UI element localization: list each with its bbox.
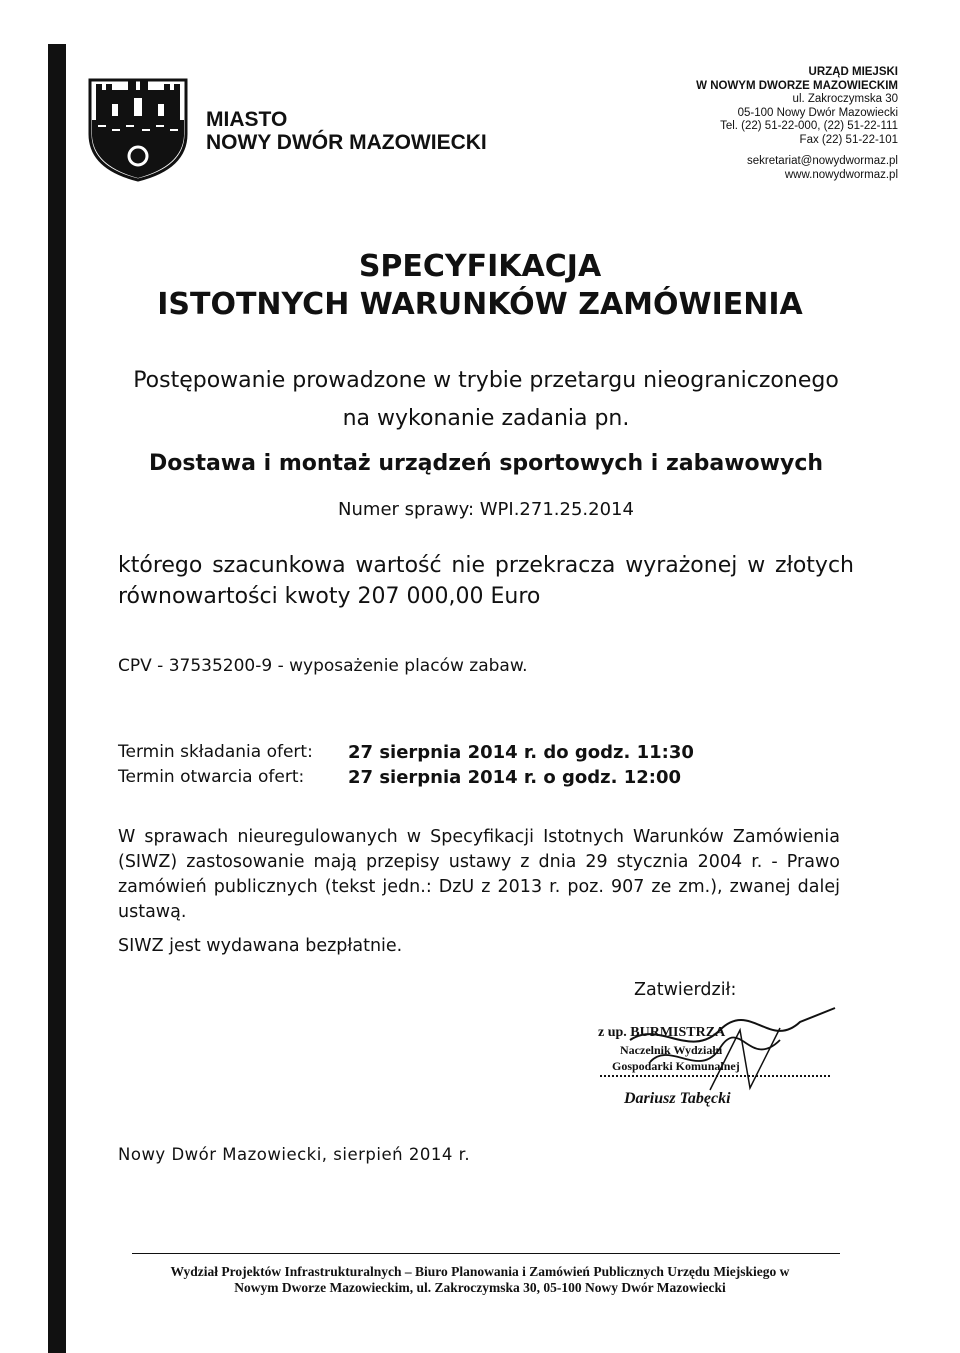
regulations-paragraph: W sprawach nieuregulowanych w Specyfikacji Istotnych Warunków Zamówienia (SIWZ) zastosowanie mają przepisy ustawy z dnia 29 stycznia 2004 r. - Prawo zamówień publicznych (tekst jedn.: DzU z 2013 r. poz. 907 ze zm.), zwanej dalej ustawą. [118,827,840,922]
city-name [206,108,487,154]
office-name-line-2: W NOWYM DWORZE MAZOWIECKIM [696,79,898,92]
estimated-value-text: którego szacunkowa wartość nie przekracza wyrażonej w złotych równowartości kwoty 207 000,00 Euro [118,553,854,609]
title-line-2: ISTOTNYCH WARUNKÓW ZAMÓWIENIA [157,287,803,322]
footer-line-1: Wydział Projektów Infrastrukturalnych – Biuro Planowania i Zamówień Publicznych Urzędu Miejskiego w [170,1264,790,1279]
address-city: 05-100 Nowy Dwór Mazowiecki [737,106,898,119]
submission-label: Termin składania ofert: [118,742,313,762]
stamp-line-1: z up. BURMISTRZA [598,1025,726,1040]
deadlines-table [118,740,694,790]
contract-subject: Dostawa i montaż urządzeń sportowych i zabawowych [148,451,824,476]
opening-deadline-row [118,765,694,790]
coat-of-arms-icon [88,76,188,182]
footer-divider [132,1253,840,1254]
city-line-2: NOWY DWÓR MAZOWIECKI [206,131,487,154]
opening-value: 27 sierpnia 2014 r. o godz. 12:00 [348,767,681,788]
margin-bar [48,44,66,1353]
intro-line-2: na wykonanie zadania pn. [342,406,630,431]
email-address: sekretariat@nowydwormaz.pl [746,155,898,167]
intro-line-1: Postępowanie prowadzone w trybie przetargu nieograniczonego [133,368,839,393]
website-address: www.nowydwormaz.pl [784,168,898,181]
stamp-line-2: Naczelnik Wydziału [620,1043,723,1057]
place-and-date: Nowy Dwór Mazowiecki, sierpień 2014 r. [118,1145,471,1164]
opening-label: Termin otwarcia ofert: [118,767,305,787]
signature-line [600,1065,830,1077]
case-number: Numer sprawy: WPI.271.25.2014 [338,499,634,520]
title-line-1: SPECYFIKACJA [358,249,602,284]
procedure-intro [60,362,912,438]
city-line-1: MIASTO [206,108,288,131]
office-address-block [696,66,898,182]
free-of-charge-note: SIWZ jest wydawana bezpłatnie. [118,936,403,956]
cpv-code: CPV - 37535200-9 - wyposażenie placów zabaw. [118,656,528,676]
submission-value: 27 sierpnia 2014 r. do godz. 11:30 [348,742,694,763]
footer-line-2: Nowym Dworze Mazowieckim, ul. Zakroczymska 30, 05-100 Nowy Dwór Mazowiecki [234,1280,726,1295]
fax-number: Fax (22) 51-22-101 [799,133,898,146]
phone-numbers: Tel. (22) 51-22-000, (22) 51-22-111 [720,120,898,132]
submission-deadline-row [118,740,694,765]
signer-name: Dariusz Tabęcki [624,1090,731,1107]
address-street: ul. Zakroczymska 30 [792,93,898,105]
approval-label: Zatwierdził: [634,980,737,1000]
document-title [0,248,960,324]
office-name-line-1: URZĄD MIEJSKI [808,66,898,78]
footer [90,1264,870,1296]
stamp-line-3: Gospodarki Komunalnej [612,1059,740,1073]
